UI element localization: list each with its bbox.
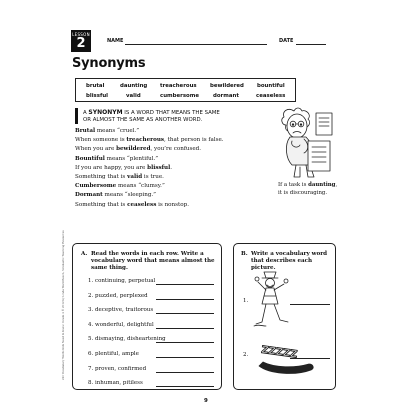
example-sentence: Cumbersome means “clumsy.” <box>75 183 165 190</box>
exercise-a-item <box>88 351 139 357</box>
name-label: NAME <box>107 38 124 44</box>
item-number: 6. <box>88 351 94 357</box>
definition-line-1: A SYNONYM IS A WORD THAT MEANS THE SAME <box>83 109 220 116</box>
definition-line-2: OR ALMOST THE SAME AS ANOTHER WORD. <box>83 117 203 123</box>
exercise-a-item <box>88 322 154 328</box>
zzz-text: ZZZZZ <box>260 344 298 361</box>
word-box-word: valid <box>126 93 141 99</box>
answer-line[interactable] <box>156 284 214 285</box>
exercise-a-letter: A. <box>81 251 88 257</box>
caption-term: daunting <box>308 182 336 188</box>
exercise-b-instruction-line: that describes each picture. <box>251 258 313 271</box>
example-sentence: If you are happy, you are blissful. <box>75 164 172 171</box>
answer-line[interactable] <box>290 358 330 359</box>
discouraged-worker-illustration <box>276 105 336 183</box>
item-clue: proven, confirmed <box>95 365 147 372</box>
item-number: 3. <box>88 307 94 314</box>
word-box-word: bountiful <box>257 83 285 89</box>
date-field-line[interactable] <box>296 44 326 45</box>
item-number: 4. <box>88 321 94 328</box>
vocab-term: Dormant <box>75 192 103 199</box>
example-sentence: Bountiful means “plentiful.” <box>75 155 159 162</box>
exercise-b-letter: B. <box>241 251 248 257</box>
exercise-b-item-number: 1. <box>243 298 249 304</box>
lesson-badge <box>71 30 91 52</box>
example-sentence: Brutal means “cruel.” <box>75 128 140 134</box>
synonym-definition <box>75 108 230 124</box>
example-sentence: When you are bewildered, you’re confused. <box>75 146 202 153</box>
item-clue: deceptive, traitorous <box>95 307 154 314</box>
sleeping-zzz-picture <box>255 340 317 380</box>
page-title: Synonyms <box>72 56 146 71</box>
vocab-term: treacherous <box>126 137 165 144</box>
item-number: 8. <box>88 380 94 387</box>
word-box <box>75 78 296 102</box>
lesson-number: 2 <box>76 36 86 51</box>
item-number: 7. <box>88 365 94 372</box>
exercise-a-item <box>88 307 153 313</box>
item-number: 2. <box>88 292 94 299</box>
definition-accent-bar <box>75 108 78 124</box>
word-box-word: cumbersome <box>160 93 200 99</box>
vocab-term: ceaseless <box>127 201 157 208</box>
word-box-word: dormant <box>213 93 239 99</box>
name-field-line[interactable] <box>125 44 267 45</box>
item-clue: wonderful, delightful <box>95 321 154 328</box>
word-box-word: brutal <box>86 83 105 89</box>
vocab-term: blissful <box>147 164 171 171</box>
example-sentence: Something that is ceaseless is nonstop. <box>75 201 189 208</box>
example-sentence: When someone is treacherous, that person is false. <box>75 137 224 144</box>
word-box-word: treacherous <box>160 83 197 89</box>
illustration-caption-line-1: If a task is daunting, <box>278 182 338 188</box>
page-number: 9 <box>204 398 208 404</box>
exercise-a-instruction-line: same thing. <box>91 265 128 271</box>
example-sentence: Dormant means “sleeping.” <box>75 192 157 199</box>
answer-line[interactable] <box>156 299 214 300</box>
item-number: 1. <box>88 278 94 284</box>
exercise-a-item <box>88 366 146 372</box>
definition-term: SYNONYM <box>88 109 123 116</box>
vocab-term: Brutal <box>75 128 96 134</box>
copyright-credit: 240 Vocabulary Words Kids Need to Know: Grade 4 © 2012 by Linda Ward Beech, Scholastic Teaching Resources <box>62 230 65 380</box>
exercise-a-instruction-line: vocabulary word that means almost the <box>91 258 215 264</box>
answer-line[interactable] <box>156 372 214 373</box>
answer-line[interactable] <box>290 304 330 305</box>
answer-line[interactable] <box>156 342 214 343</box>
exercise-a-item <box>88 336 166 342</box>
answer-line[interactable] <box>156 386 214 387</box>
item-clue: puzzled, perplexed <box>95 292 148 299</box>
answer-line[interactable] <box>156 328 214 329</box>
exercise-a-item <box>88 380 143 386</box>
word-box-word: ceaseless <box>256 93 286 99</box>
exercise-b-item-number: 2. <box>243 352 249 358</box>
exercise-b-instruction-line: Write a vocabulary word <box>251 251 328 257</box>
word-box-word: daunting <box>120 83 148 89</box>
item-clue: inhuman, pitiless <box>95 380 143 387</box>
item-clue: continuing, perpetual <box>95 278 156 284</box>
item-clue: plentiful, ample <box>95 351 139 357</box>
answer-line[interactable] <box>156 313 214 314</box>
exercise-a-item <box>88 278 155 284</box>
example-sentence: Something that is valid is true. <box>75 174 164 180</box>
date-label: DATE <box>279 38 294 44</box>
exercise-a-instruction-line: Read the words in each row. Write a <box>91 251 204 257</box>
item-number: 5. <box>88 336 94 343</box>
lesson-label: LESSON <box>72 32 90 37</box>
vocab-term: valid <box>127 174 143 180</box>
word-box-word: blissful <box>86 93 109 99</box>
vocab-term: bewildered <box>116 146 151 153</box>
word-box-word: bewildered <box>210 83 244 89</box>
illustration-caption-line-2: it is discouraging. <box>278 190 328 196</box>
vocab-term: Bountiful <box>75 155 105 162</box>
exercise-a-item <box>88 293 148 299</box>
clumsy-juggler-picture <box>252 268 292 328</box>
answer-line[interactable] <box>156 357 214 358</box>
item-clue: dismaying, disheartening <box>95 336 166 343</box>
vocab-term: Cumbersome <box>75 183 117 190</box>
